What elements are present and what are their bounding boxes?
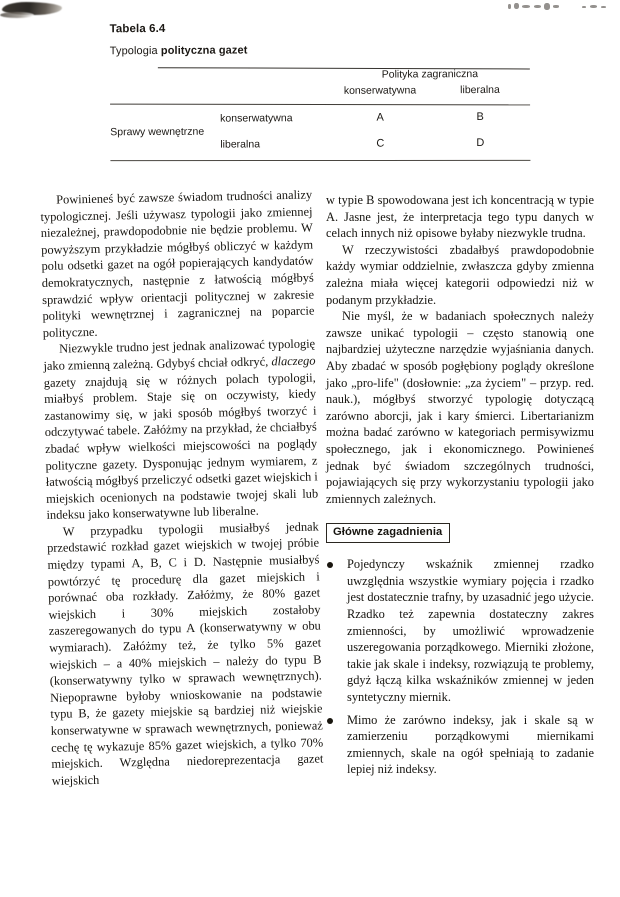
cell-A: A (376, 111, 384, 124)
table-subcaption-bold: polityczna gazet (160, 44, 248, 57)
cell-C: C (376, 137, 385, 150)
paragraph: W przypadku typologii musiałbyś jednak przedstawić rozkład gazet wiejskich w twojej próbie między typami A, B, C i D. Następnie musiałbyś powtórzyć tę procedurę dla gazet miejskich i porównać oba rozkłady. Załóżmy, że 80% gazet wiejskich i 30% miejskich zostałoby zaszeregowanych do typu A (konserwatywny w obu wymiarach). Załóżmy też, że tylko 5% gazet wiejskich – a 40% miejskich – należy do typu B (konserwatywny tylko w sprawach wewnętrznych). Niepoprawne byłoby wnioskowanie na podstawie typu B, że gazety miejskie są bardziej niż wiejskie konserwatywne w sprawach wewnętrznych, ponieważ cechę tę wykazuje 85% gazet wiejskich, a tylko 70% miejskich. Względna niedoreprezentacja gazet wiejskich (47, 519, 324, 788)
typology-table (110, 68, 530, 104)
paragraph: w typie B spowodowana jest ich koncentracją w typie A. Jasne jest, że interpretacja tego typu danych w celach innych niż opisowe byłaby niezwykle trudna. (326, 193, 594, 241)
column-header-liberalna: liberalna (460, 83, 500, 97)
body-column-left (40, 187, 324, 790)
list-item-text: Pojedynczy wskaźnik zmiennej rzadko uwzględnia wszystkie wymiary pojęcia i rzadko jest dostatecznie trafny, by uzasadnić jego użycie. Rzadko też zapewnia dostateczny zakres zmienności, by umożliwić wprowadzenie uszeregowania porządkowego. Mierniki złożone, takie jak skale i indeksy, rozwiązują te problemy, gdyż łączą kilka wskaźników zmiennej w jeden syntetyczny miernik. (347, 557, 594, 705)
cell-B: B (476, 110, 484, 124)
row-group-header-cell (110, 106, 220, 159)
table-caption: Tabela 6.4 (109, 22, 166, 36)
paragraph: Niezwykle trudno jest jednak analizować typologię jako zmienną zależną. Gdybyś chciał odkryć, dlaczego gazety znajdują się w różnych polach typologii, miałbyś problem. Staje się on oczywisty, kiedy zastanowimy się, w jaki sposób mógłbyś tworzyć i odczytywać tabele. Załóżmy na przykład, że chciałbyś zbadać wpływ wielkości miejscowości na poglądy polityczne gazety. Dysponując jednym wymiarem, z łatwością mógłbyś przeliczyć odsetki gazet wiejskich i miejskich ocenionych na podstawie twojej skali lub indeksu jako konserwatywne lub liberalne. (43, 336, 319, 523)
table-subcaption-plain: Typologia (109, 44, 161, 58)
list-item (326, 712, 594, 778)
paragraph: Nie myśl, że w badaniach społecznych należy zawsze unikać typologii – często stanowią one najbardziej użyteczne narzędzie wyjaśniania danych. Aby zbadać w sposób pogłębiony poglądy określone jako „pro-life" (dosłownie: „za życiem" – przyp. red. nauk.), mógłbyś stworzyć typologię dotyczącą zarówno aborcji, jak i kary śmierci. Libertarianizm można badać zarówno w kategoriach permisywizmu społecznego, jak i ekonomicznego. Powinieneś jednak być świadom szczególnych trudności, pojawiających się przy wykorzystaniu typologii jako zmiennych zależnych. (326, 309, 594, 506)
row-header-liberalna: liberalna (220, 138, 261, 151)
table-column-header-row (110, 84, 530, 104)
spacer-cell-b (220, 85, 330, 103)
table-corner-cell-2 (220, 69, 330, 86)
row-header-konserwatywna: konserwatywna (220, 112, 293, 125)
table-rule-bottom (110, 160, 530, 161)
paragraph: Powinieneś być zawsze świadom trudności analizy typologicznej. Jeśli używasz typologii jako zmiennej niezależnej, prawdopodobnie nie będzie problemu. W powyższym przykładzie mógłbyś obliczyć w każdym polu odsetki gazet na ogół popierających kandydatów demokratycznych, następnie z łatwością mógłbyś sprawdzić wpływ orientacji politycznej w zakresie polityki wewnętrznej i zagranicznej na poparcie polityczne. (40, 187, 315, 340)
table-row (110, 104, 530, 133)
list-item (326, 556, 594, 705)
bullet-icon (327, 718, 333, 724)
typology-table-body (110, 104, 530, 159)
cell-D: D (476, 136, 485, 150)
table-block (110, 21, 531, 163)
paragraph: W rzeczywistości zbadałbyś prawdopodobnie każdy wymiar oddzielnie, zwłaszcza gdyby zmienna zależna miała więcej kategorii odpowiedzi niż w podanym przykładzie. (326, 242, 594, 307)
table-subcaption (110, 43, 530, 58)
key-points-title: Główne zagadnienia (326, 523, 450, 543)
key-points-box (326, 523, 594, 778)
column-header-konserwatywna: konserwatywna (343, 84, 417, 97)
spacer-cell-a (110, 86, 220, 104)
column-group-header: Polityka zagraniczna (381, 68, 479, 81)
scan-artifact-streak (0, 12, 34, 18)
key-points-list (326, 556, 594, 778)
scan-artifact-smudges (508, 3, 616, 12)
bullet-icon (327, 562, 333, 568)
list-item-text: Mimo że zarówno indeksy, jak i skale są w zamierzeniu porządkowymi miernikami zmiennych, skale na ogół spełniają to zadanie lepiej niż indeksy. (347, 712, 594, 777)
row-group-header: Sprawy wewnętrzne (110, 125, 205, 139)
body-column-right (326, 192, 594, 784)
table-corner-cell (110, 70, 220, 87)
emphasis: dlaczego (271, 353, 316, 369)
